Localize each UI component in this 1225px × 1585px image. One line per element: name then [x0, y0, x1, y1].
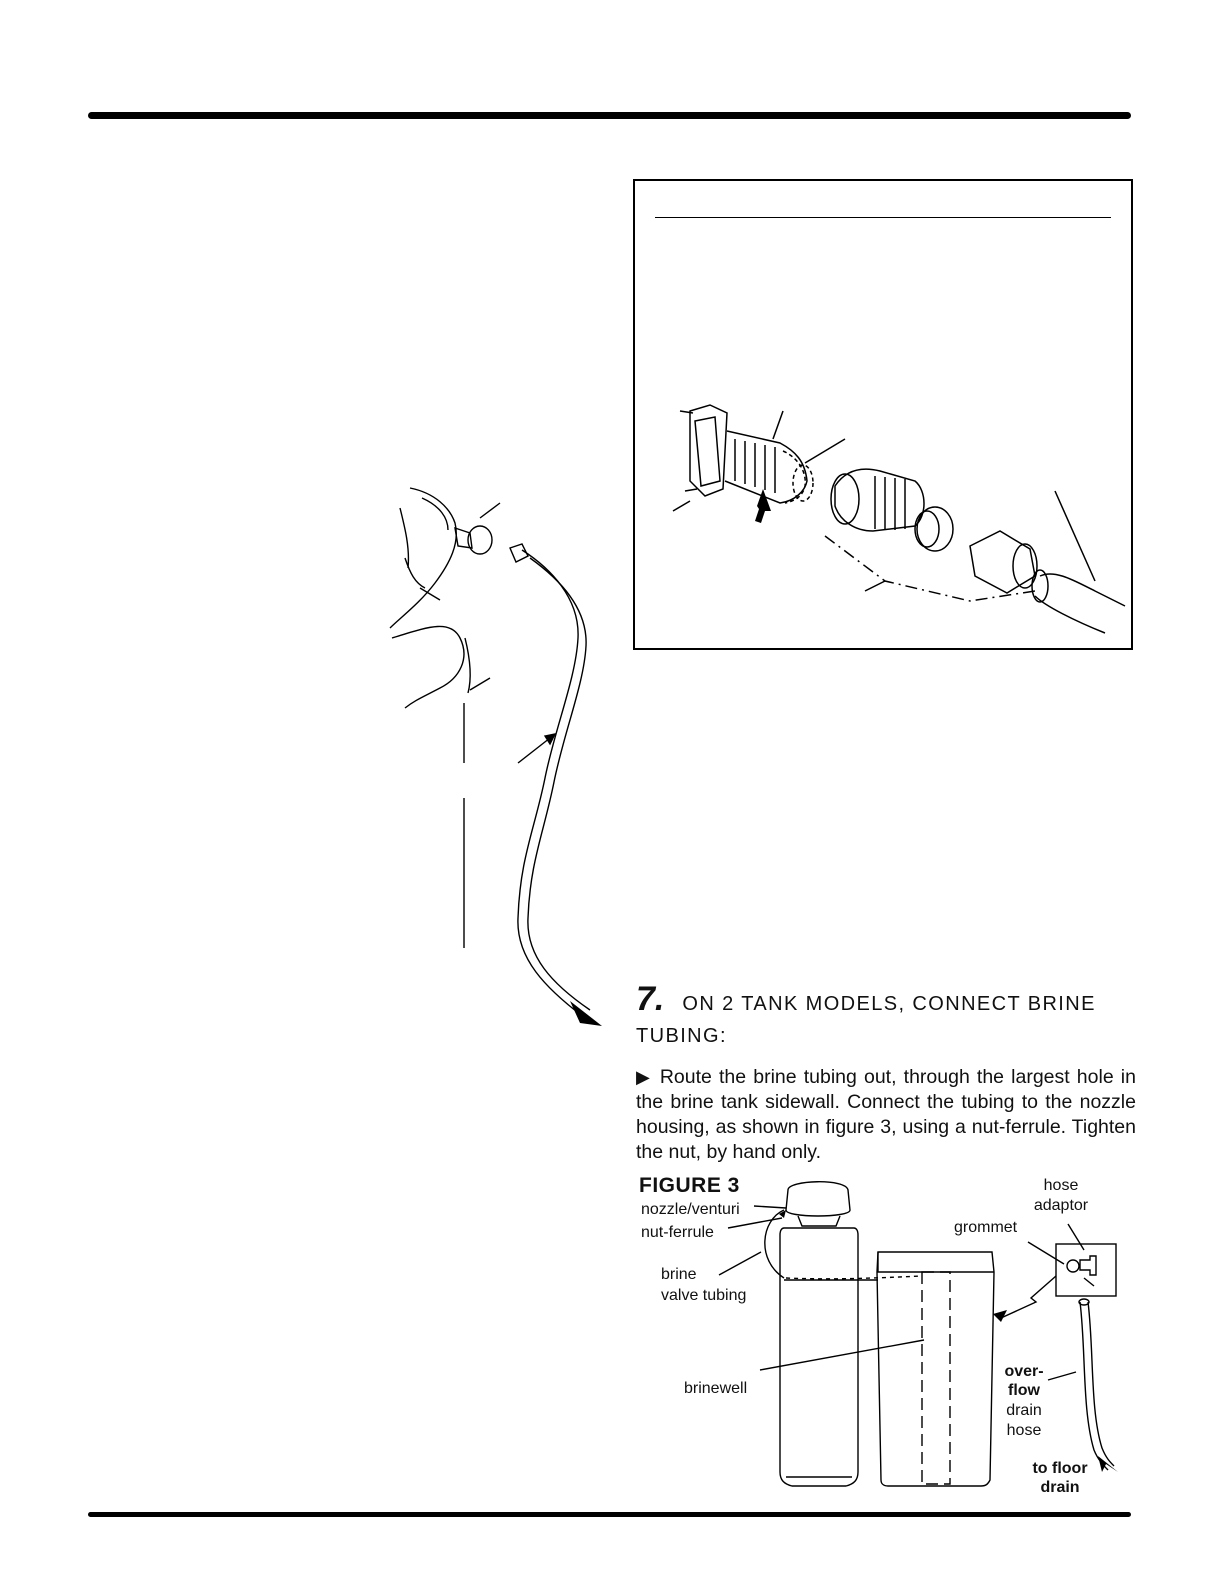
figure-3-title: FIGURE 3 [639, 1174, 740, 1197]
bottom-rule [88, 1512, 1131, 1517]
step-7-heading [636, 980, 1136, 1052]
label-floor-line1: to floor [1032, 1460, 1088, 1477]
label-overflow-line2: flow [1008, 1382, 1040, 1399]
step-number: 7. [636, 980, 665, 1018]
nozzle-fitting-exploded-diagram [635, 181, 1131, 648]
drain-hose-illustration [380, 478, 620, 1058]
step-7-paragraph [636, 1065, 1136, 1165]
fitting-illustration-box [633, 179, 1133, 650]
figure-3 [636, 1174, 1136, 1502]
label-grommet: grommet [954, 1219, 1018, 1236]
label-nut-ferrule: nut-ferrule [641, 1224, 714, 1241]
step-7-section [636, 980, 1136, 1165]
label-overflow-line4: hose [1006, 1422, 1042, 1439]
top-rule [88, 112, 1131, 119]
label-hose-line2: adaptor [1033, 1197, 1089, 1214]
label-nozzle-venturi: nozzle/venturi [641, 1201, 740, 1218]
label-overflow-line3: drain [1006, 1402, 1042, 1419]
label-brine-line2: valve tubing [661, 1287, 747, 1304]
label-floor-line2: drain [1040, 1479, 1080, 1496]
step-heading-text: ON 2 TANK MODELS, CONNECT BRINE TUBING: [636, 993, 1096, 1047]
label-brinewell: brinewell [684, 1380, 748, 1397]
label-overflow-line1: over- [1004, 1363, 1044, 1380]
label-hose-line1: hose [1043, 1177, 1079, 1194]
label-brine-line1: brine [661, 1266, 697, 1283]
step-7-instructions: Route the brine tubing out, through the largest hole in the brine tank sidewall. Connect the tubing to the nozzle housing, as shown in figure 3, using a nut-ferrule. Tighten the nut, by hand only. [636, 1066, 1136, 1163]
triangle-right-icon: ▶ [636, 1067, 650, 1087]
